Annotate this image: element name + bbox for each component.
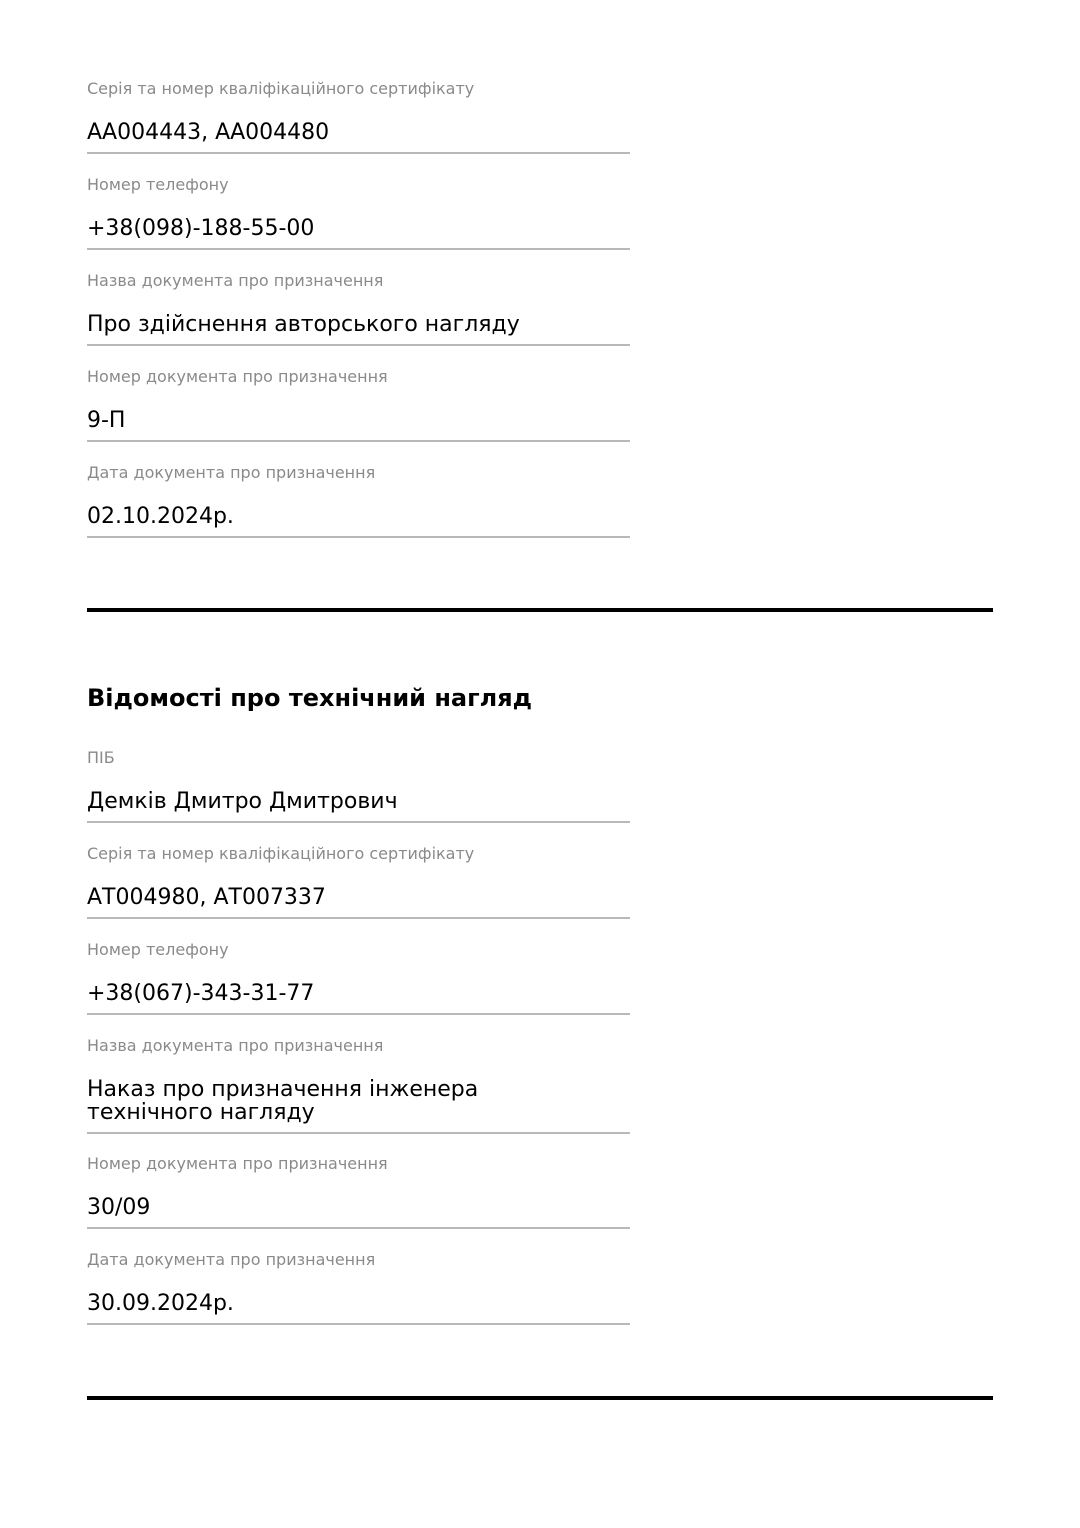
doc-date-field	[87, 1250, 630, 1325]
doc-name-label: Назва документа про призначення	[87, 1036, 384, 1055]
field-underline	[87, 536, 630, 538]
phone-field	[87, 175, 630, 250]
doc-name-value: Наказ про призначення інженера технічного нагляду	[87, 1077, 479, 1125]
field-underline	[87, 917, 630, 919]
phone-value: +38(067)-343-31-77	[87, 981, 315, 1006]
field-underline	[87, 821, 630, 823]
certificate-label: Серія та номер кваліфікаційного сертифікату	[87, 844, 475, 863]
field-underline	[87, 1227, 630, 1229]
field-underline	[87, 1323, 630, 1325]
field-underline	[87, 152, 630, 154]
full-name-label: ПІБ	[87, 748, 115, 767]
section-divider	[87, 608, 993, 612]
full-name-value: Демків Дмитро Дмитрович	[87, 789, 398, 814]
doc-number-field	[87, 367, 630, 442]
doc-name-field	[87, 1036, 630, 1134]
doc-number-value: 30/09	[87, 1195, 151, 1220]
doc-date-label: Дата документа про призначення	[87, 463, 376, 482]
doc-number-label: Номер документа про призначення	[87, 1154, 388, 1173]
phone-label: Номер телефону	[87, 175, 229, 194]
full-name-field	[87, 748, 630, 823]
doc-name-field	[87, 271, 630, 346]
doc-date-field	[87, 463, 630, 538]
section-title: Відомості про технічний нагляд	[87, 684, 533, 712]
field-underline	[87, 440, 630, 442]
field-underline	[87, 248, 630, 250]
field-underline	[87, 1013, 630, 1015]
certificate-value: АА004443, АА004480	[87, 120, 330, 145]
doc-date-label: Дата документа про призначення	[87, 1250, 376, 1269]
field-underline	[87, 1132, 630, 1134]
doc-number-label: Номер документа про призначення	[87, 367, 388, 386]
phone-value: +38(098)-188-55-00	[87, 216, 315, 241]
field-underline	[87, 344, 630, 346]
doc-name-value: Про здійснення авторського нагляду	[87, 312, 520, 337]
doc-date-value: 30.09.2024р.	[87, 1291, 234, 1316]
certificate-label: Серія та номер кваліфікаційного сертифікату	[87, 79, 475, 98]
doc-number-value: 9-П	[87, 408, 126, 433]
phone-field	[87, 940, 630, 1015]
doc-name-label: Назва документа про призначення	[87, 271, 384, 290]
doc-number-field	[87, 1154, 630, 1229]
doc-date-value: 02.10.2024р.	[87, 504, 234, 529]
phone-label: Номер телефону	[87, 940, 229, 959]
certificate-field	[87, 844, 630, 919]
certificate-field	[87, 79, 630, 154]
section-divider	[87, 1396, 993, 1400]
certificate-value: АТ004980, АТ007337	[87, 885, 326, 910]
